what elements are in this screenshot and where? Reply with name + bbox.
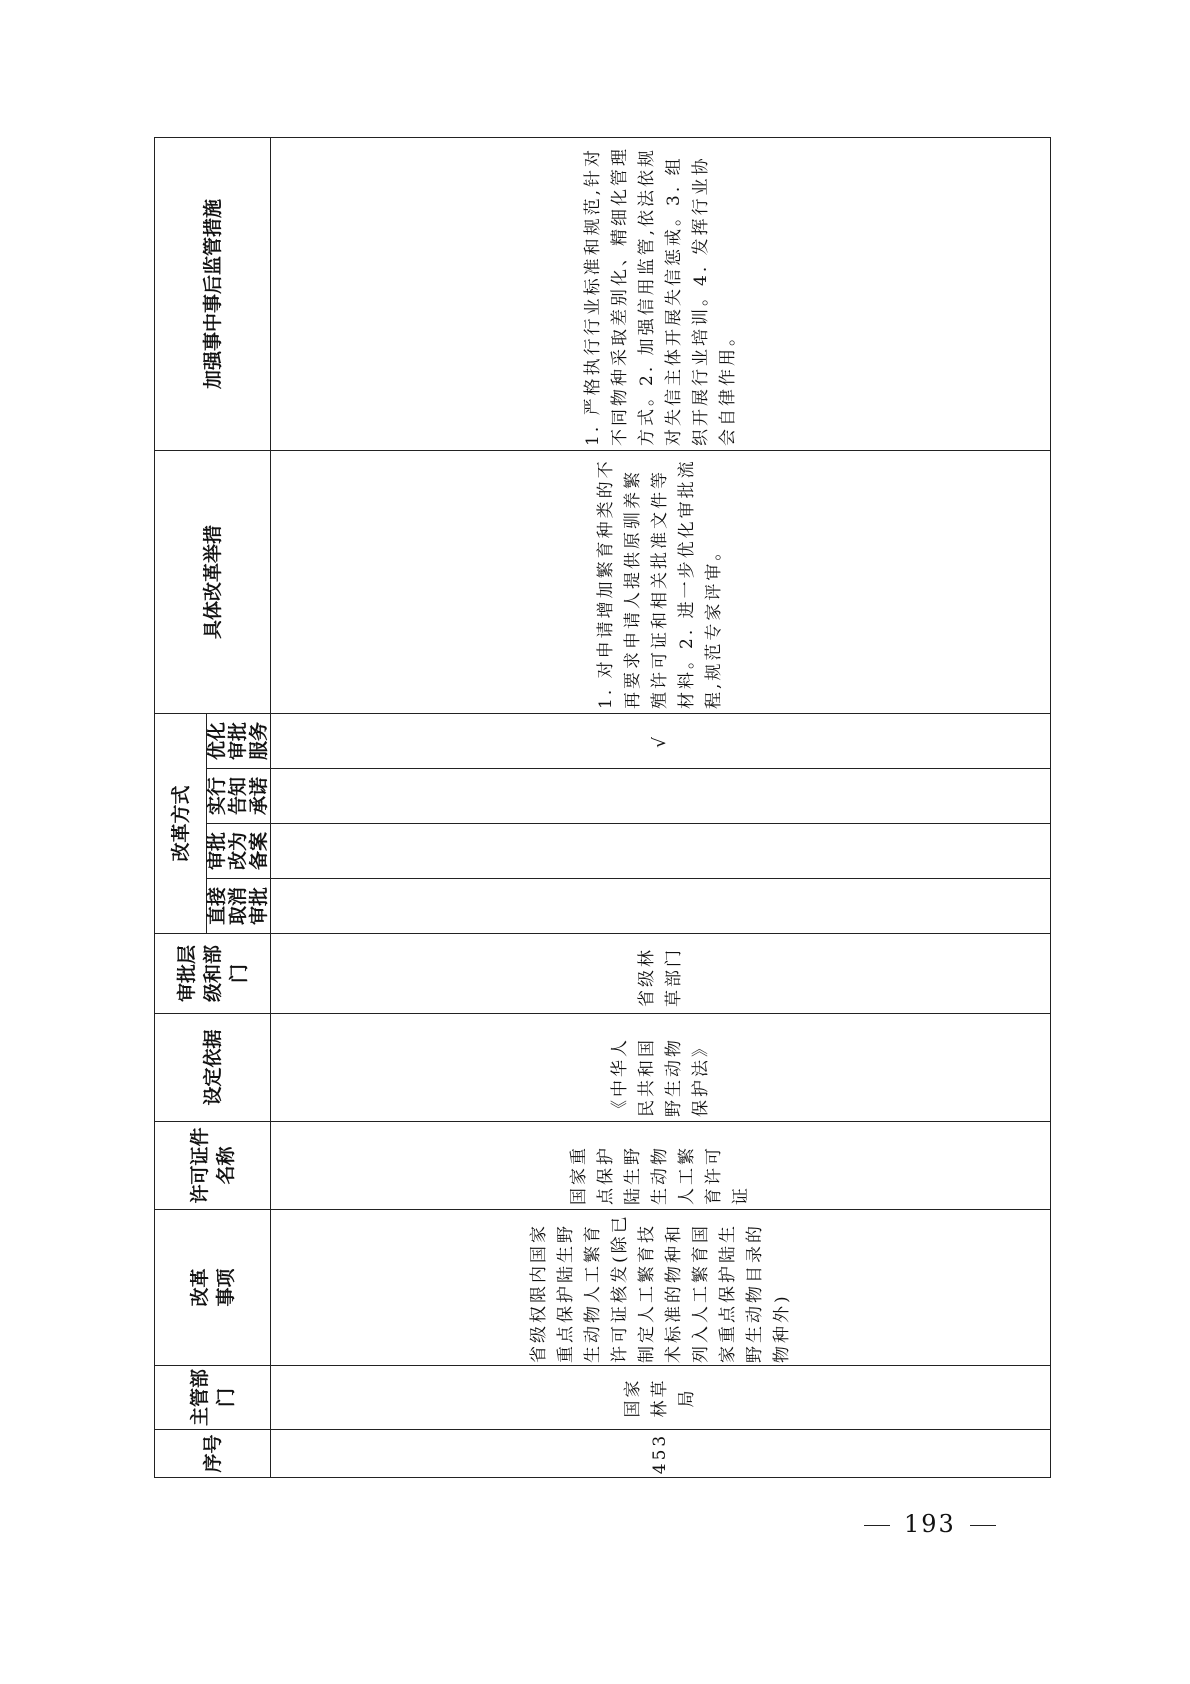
row-method-optimize: √: [271, 713, 1051, 768]
header-dept: 主管部门: [155, 1366, 271, 1430]
header-license: 许可证件名称: [155, 1122, 271, 1210]
rotated-table-sheet: [154, 145, 1038, 1478]
page-number: [850, 1510, 1010, 1538]
row-basis: 《中华人民共和国野生动物保护法》: [271, 1014, 1051, 1122]
header-method-group: 改革方式: [155, 713, 207, 933]
data-row: [271, 137, 1051, 1477]
header-seq: 序号: [155, 1430, 271, 1478]
header-row-1: [155, 137, 207, 1477]
row-level: 省级林草部门: [271, 934, 1051, 1014]
page-dash-right: [970, 1525, 996, 1526]
header-item: 改革事项: [155, 1210, 271, 1366]
header-method-commit: 实行告知承诺: [207, 769, 271, 824]
header-method-optimize: 优化审批服务: [207, 713, 271, 768]
header-method-cancel: 直接取消审批: [207, 879, 271, 934]
row-supervision: 1. 严格执行行业标准和规范,针对不同物种采取差别化、精细化管理方式。2. 加强信用监管,依法依规对失信主体开展失信惩戒。3. 组织开展行业培训。4. 发挥行业协会自律作用。: [271, 137, 1051, 450]
row-measures: 1. 对申请增加繁育种类的不再要求申请人提供原驯养繁殖许可证和相关批准文件等材料。2. 进一步优化审批流程,规范专家评审。: [271, 450, 1051, 713]
row-method-cancel: [271, 879, 1051, 934]
header-measures: 具体改革举措: [155, 450, 271, 713]
row-item: 省级权限内国家重点保护陆生野生动物人工繁育许可证核发(除已制定人工繁育技术标准的物种和列入人工繁育国家重点保护陆生野生动物目录的物种外): [271, 1210, 1051, 1366]
row-dept: 国家林草局: [271, 1366, 1051, 1430]
header-level: 审批层级和部门: [155, 934, 271, 1014]
page-number-text: 193: [904, 1510, 956, 1538]
row-license: 国家重点保护陆生野生动物人工繁育许可证: [271, 1122, 1051, 1210]
reform-table: [154, 137, 1051, 1478]
header-basis: 设定依据: [155, 1014, 271, 1122]
row-method-record: [271, 824, 1051, 879]
row-seq: 453: [271, 1430, 1051, 1478]
page-dash-left: [864, 1525, 890, 1526]
header-supervision: 加强事中事后监管措施: [155, 137, 271, 450]
header-method-record: 审批改为备案: [207, 824, 271, 879]
row-method-commit: [271, 769, 1051, 824]
